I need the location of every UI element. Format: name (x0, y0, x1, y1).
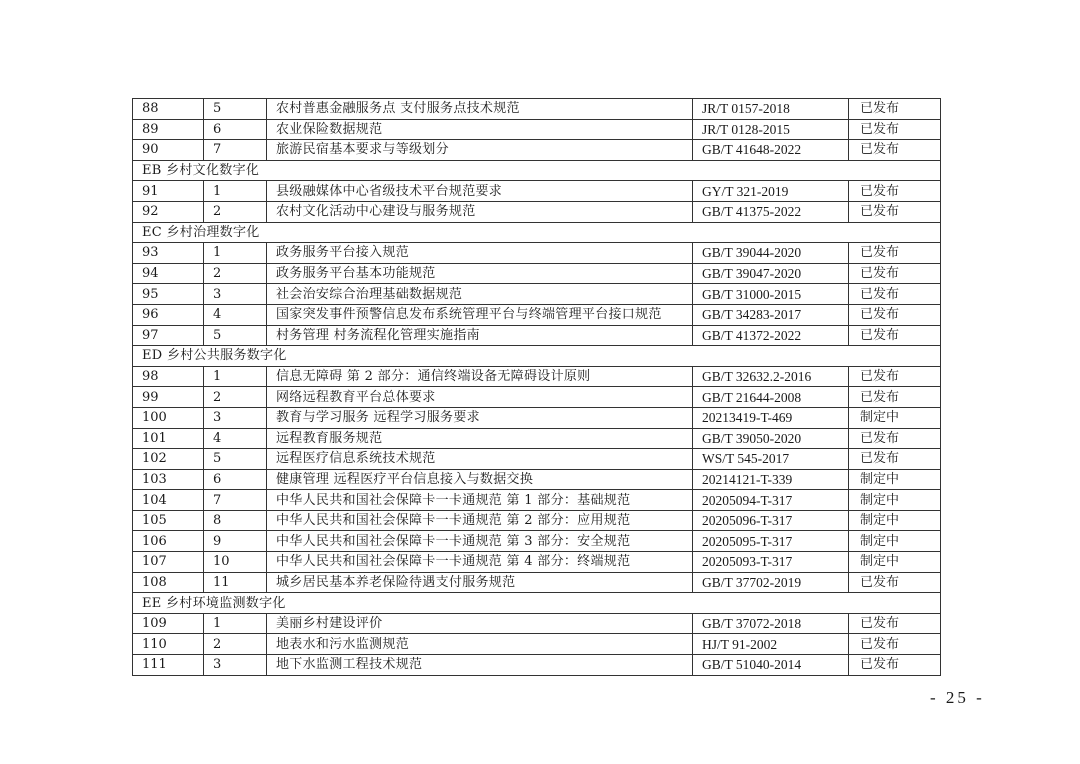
standard-name: 中华人民共和国社会保障卡一卡通规范 第 1 部分：基础规范 (267, 490, 693, 511)
standard-name: 政务服务平台基本功能规范 (267, 263, 693, 284)
serial-number: 109 (133, 613, 204, 634)
serial-number: 100 (133, 407, 204, 428)
sub-number: 2 (204, 263, 267, 284)
sub-number: 7 (204, 490, 267, 511)
serial-number: 93 (133, 243, 204, 264)
standard-code: GB/T 39044-2020 (693, 243, 849, 264)
standards-table-body (133, 99, 941, 676)
standard-code: GB/T 41648-2022 (693, 140, 849, 161)
sub-number: 2 (204, 387, 267, 408)
table-row (133, 304, 941, 325)
table-row (133, 469, 941, 490)
category-label: EE 乡村环境监测数字化 (133, 593, 941, 614)
serial-number: 89 (133, 119, 204, 140)
serial-number: 94 (133, 263, 204, 284)
sub-number: 2 (204, 634, 267, 655)
standard-name: 中华人民共和国社会保障卡一卡通规范 第 3 部分：安全规范 (267, 531, 693, 552)
status-cell: 制定中 (849, 469, 941, 490)
standard-name: 地下水监测工程技术规范 (267, 655, 693, 676)
table-row (133, 613, 941, 634)
table-row (133, 263, 941, 284)
standard-code: JR/T 0157-2018 (693, 99, 849, 120)
sub-number: 1 (204, 181, 267, 202)
standard-code: GB/T 39047-2020 (693, 263, 849, 284)
sub-number: 1 (204, 613, 267, 634)
sub-number: 3 (204, 655, 267, 676)
table-row (133, 181, 941, 202)
category-label: EB 乡村文化数字化 (133, 160, 941, 181)
category-row (133, 222, 941, 243)
standard-code: GB/T 51040-2014 (693, 655, 849, 676)
table-row (133, 407, 941, 428)
status-cell: 已发布 (849, 613, 941, 634)
serial-number: 108 (133, 572, 204, 593)
sub-number: 8 (204, 510, 267, 531)
standard-name: 信息无障碍 第 2 部分：通信终端设备无障碍设计原则 (267, 366, 693, 387)
standard-name: 农村文化活动中心建设与服务规范 (267, 201, 693, 222)
status-cell: 已发布 (849, 119, 941, 140)
table-row (133, 119, 941, 140)
table-row (133, 366, 941, 387)
standard-name: 农业保险数据规范 (267, 119, 693, 140)
standard-name: 健康管理 远程医疗平台信息接入与数据交换 (267, 469, 693, 490)
standard-name: 网络远程教育平台总体要求 (267, 387, 693, 408)
serial-number: 104 (133, 490, 204, 511)
sub-number: 1 (204, 243, 267, 264)
status-cell: 制定中 (849, 552, 941, 573)
status-cell: 已发布 (849, 428, 941, 449)
status-cell: 已发布 (849, 243, 941, 264)
status-cell: 已发布 (849, 572, 941, 593)
status-cell: 已发布 (849, 201, 941, 222)
standards-table (132, 98, 941, 676)
standard-code: GB/T 21644-2008 (693, 387, 849, 408)
serial-number: 106 (133, 531, 204, 552)
standard-code: 20214121-T-339 (693, 469, 849, 490)
standard-name: 农村普惠金融服务点 支付服务点技术规范 (267, 99, 693, 120)
sub-number: 3 (204, 284, 267, 305)
standard-code: HJ/T 91-2002 (693, 634, 849, 655)
status-cell: 已发布 (849, 634, 941, 655)
standard-name: 中华人民共和国社会保障卡一卡通规范 第 4 部分：终端规范 (267, 552, 693, 573)
standard-name: 社会治安综合治理基础数据规范 (267, 284, 693, 305)
standard-name: 城乡居民基本养老保险待遇支付服务规范 (267, 572, 693, 593)
table-row (133, 387, 941, 408)
table-row (133, 531, 941, 552)
table-row (133, 428, 941, 449)
status-cell: 已发布 (849, 449, 941, 470)
status-cell: 已发布 (849, 284, 941, 305)
status-cell: 制定中 (849, 407, 941, 428)
standard-code: GB/T 34283-2017 (693, 304, 849, 325)
sub-number: 9 (204, 531, 267, 552)
table-row (133, 325, 941, 346)
status-cell: 已发布 (849, 655, 941, 676)
category-label: ED 乡村公共服务数字化 (133, 346, 941, 367)
status-cell: 制定中 (849, 490, 941, 511)
standard-code: 20205094-T-317 (693, 490, 849, 511)
table-row (133, 99, 941, 120)
table-row (133, 510, 941, 531)
sub-number: 10 (204, 552, 267, 573)
serial-number: 95 (133, 284, 204, 305)
standard-name: 美丽乡村建设评价 (267, 613, 693, 634)
standard-code: 20205093-T-317 (693, 552, 849, 573)
standard-name: 远程教育服务规范 (267, 428, 693, 449)
table-row (133, 634, 941, 655)
serial-number: 99 (133, 387, 204, 408)
serial-number: 91 (133, 181, 204, 202)
status-cell: 已发布 (849, 140, 941, 161)
table-row (133, 655, 941, 676)
sub-number: 1 (204, 366, 267, 387)
status-cell: 制定中 (849, 510, 941, 531)
standard-name: 旅游民宿基本要求与等级划分 (267, 140, 693, 161)
standard-code: GB/T 37702-2019 (693, 572, 849, 593)
serial-number: 103 (133, 469, 204, 490)
category-row (133, 593, 941, 614)
serial-number: 110 (133, 634, 204, 655)
sub-number: 7 (204, 140, 267, 161)
standard-name: 教育与学习服务 远程学习服务要求 (267, 407, 693, 428)
standard-code: GB/T 41372-2022 (693, 325, 849, 346)
table-row (133, 201, 941, 222)
sub-number: 2 (204, 201, 267, 222)
standard-name: 地表水和污水监测规范 (267, 634, 693, 655)
standard-code: GB/T 41375-2022 (693, 201, 849, 222)
sub-number: 3 (204, 407, 267, 428)
standard-code: JR/T 0128-2015 (693, 119, 849, 140)
serial-number: 101 (133, 428, 204, 449)
table-row (133, 140, 941, 161)
standard-code: GB/T 37072-2018 (693, 613, 849, 634)
standard-name: 村务管理 村务流程化管理实施指南 (267, 325, 693, 346)
table-row (133, 572, 941, 593)
category-row (133, 346, 941, 367)
status-cell: 已发布 (849, 181, 941, 202)
serial-number: 97 (133, 325, 204, 346)
table-row (133, 243, 941, 264)
serial-number: 107 (133, 552, 204, 573)
status-cell: 已发布 (849, 99, 941, 120)
standard-code: 20213419-T-469 (693, 407, 849, 428)
standard-code: GB/T 39050-2020 (693, 428, 849, 449)
sub-number: 4 (204, 428, 267, 449)
standard-code: 20205096-T-317 (693, 510, 849, 531)
serial-number: 90 (133, 140, 204, 161)
standard-name: 远程医疗信息系统技术规范 (267, 449, 693, 470)
standard-name: 县级融媒体中心省级技术平台规范要求 (267, 181, 693, 202)
status-cell: 已发布 (849, 263, 941, 284)
standard-code: WS/T 545-2017 (693, 449, 849, 470)
page-number: - 25 - (930, 688, 985, 707)
serial-number: 92 (133, 201, 204, 222)
status-cell: 已发布 (849, 387, 941, 408)
serial-number: 102 (133, 449, 204, 470)
table-row (133, 449, 941, 470)
serial-number: 96 (133, 304, 204, 325)
table-row (133, 490, 941, 511)
sub-number: 5 (204, 99, 267, 120)
serial-number: 111 (133, 655, 204, 676)
category-label: EC 乡村治理数字化 (133, 222, 941, 243)
table-row (133, 552, 941, 573)
standard-code: GB/T 31000-2015 (693, 284, 849, 305)
standard-code: GY/T 321-2019 (693, 181, 849, 202)
sub-number: 6 (204, 119, 267, 140)
sub-number: 6 (204, 469, 267, 490)
serial-number: 98 (133, 366, 204, 387)
sub-number: 4 (204, 304, 267, 325)
status-cell: 已发布 (849, 366, 941, 387)
status-cell: 制定中 (849, 531, 941, 552)
serial-number: 105 (133, 510, 204, 531)
sub-number: 5 (204, 325, 267, 346)
sub-number: 5 (204, 449, 267, 470)
status-cell: 已发布 (849, 325, 941, 346)
sub-number: 11 (204, 572, 267, 593)
standard-name: 国家突发事件预警信息发布系统管理平台与终端管理平台接口规范 (267, 304, 693, 325)
standard-name: 政务服务平台接入规范 (267, 243, 693, 264)
standard-code: 20205095-T-317 (693, 531, 849, 552)
serial-number: 88 (133, 99, 204, 120)
standard-name: 中华人民共和国社会保障卡一卡通规范 第 2 部分：应用规范 (267, 510, 693, 531)
table-row (133, 284, 941, 305)
category-row (133, 160, 941, 181)
status-cell: 已发布 (849, 304, 941, 325)
standard-code: GB/T 32632.2-2016 (693, 366, 849, 387)
